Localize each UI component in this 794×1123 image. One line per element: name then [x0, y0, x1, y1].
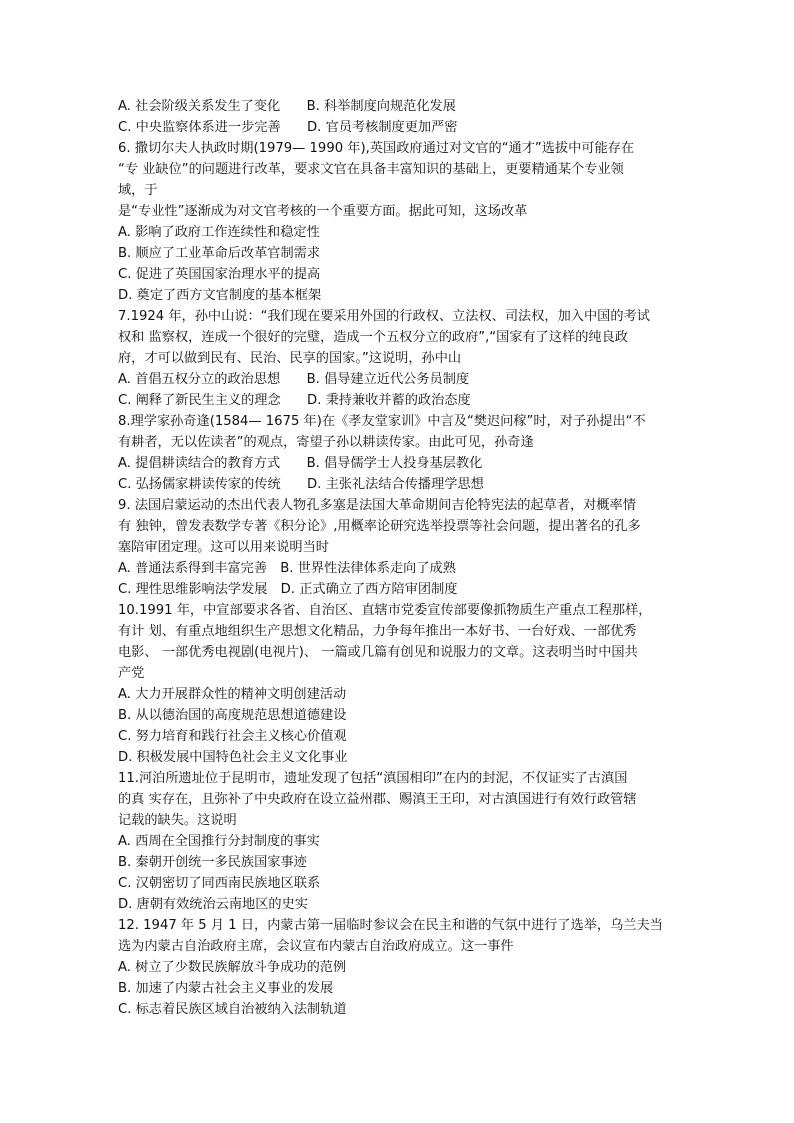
q6-option-c: C. 促进了英国国家治理水平的提高: [118, 267, 321, 282]
q8-stem-line-2: 有耕者，无以佐读者”的观点，寄望子孙以耕读传家。由此可见，孙奇逢: [118, 435, 534, 450]
q12-stem-line-2: 选为内蒙古自治政府主席，会议宣布内蒙古自治政府成立。这一事件: [118, 939, 514, 954]
q6-stem-line-2: “专 业缺位”的问题进行改革，要求文官在具备丰富知识的基础上，更要精通某个专业领: [118, 162, 624, 177]
q6-option-b: B. 顺应了工业革命后改革官制需求: [118, 246, 321, 261]
q12-stem-line-1: 12. 1947 年 5 月 1 日，内蒙古第一届临时参议会在民主和谐的气氛中进行了选举，乌兰夫当: [118, 918, 663, 933]
q10-option-c: C. 努力培育和践行社会主义核心价值观: [118, 729, 347, 744]
q8-options-cd: C. 弘扬儒家耕读传家的传统 D. 主张礼法结合传播理学思想: [118, 477, 484, 492]
q11-option-c: C. 汉朝密切了同西南民族地区联系: [118, 876, 321, 891]
q7-stem-line-3: 府，才可以做到民有、民治、民享的国家。”这说明，孙中山: [118, 351, 462, 366]
q5-options-cd: C. 中央监察体系进一步完善 D. 官员考核制度更加严密: [118, 120, 458, 135]
q6-stem-line-1: 6. 撒切尔夫人执政时期(1979— 1990 年),英国政府通过对文官的“通才”选拔中可能存在: [118, 141, 635, 156]
q7-stem-line-2: 权和 监察权，连成一个很好的完璧，造成一个五权分立的政府”,“国家有了这样的纯良政: [118, 330, 628, 345]
q9-options-cd: C. 理性思维影响法学发展 D. 正式确立了西方陪审团制度: [118, 582, 458, 597]
q12-option-c: C. 标志着民族区域自治被纳入法制轨道: [118, 1002, 347, 1017]
q5-options-ab: A. 社会阶级关系发生了变化 B. 科举制度向规范化发展: [118, 99, 456, 114]
q12-option-b: B. 加速了内蒙古社会主义事业的发展: [118, 981, 334, 996]
q10-option-a: A. 大力开展群众性的精神文明创建活动: [118, 687, 347, 702]
q7-options-cd: C. 阐释了新民生主义的理念 D. 秉持兼收并蓄的政治态度: [118, 393, 471, 408]
q10-stem-line-3: 电影、 一部优秀电视剧(电视片)、 一篇或几篇有创见和说服力的文章。这表明当时中国共: [118, 645, 638, 660]
q7-stem-line-1: 7.1924 年，孙中山说：“我们现在要采用外国的行政权、立法权、司法权，加入中国的考试: [118, 309, 650, 324]
q11-option-a: A. 西周在全国推行分封制度的事实: [118, 834, 320, 849]
q7-options-ab: A. 首倡五权分立的政治思想 B. 倡导建立近代公务员制度: [118, 372, 470, 387]
q10-stem-line-4: 产党: [118, 666, 145, 681]
q9-stem-line-2: 有 独钟，曾发表数学专著《积分论》,用概率论研究选举投票等社会问题，提出著名的孔多: [118, 519, 641, 534]
q11-stem-line-2: 的真 实存在，且弥补了中央政府在设立益州郡、赐滇王王印，对古滇国进行有效行政管辖: [118, 792, 637, 807]
q6-option-d: D. 奠定了西方文官制度的基本框架: [118, 288, 322, 303]
q9-stem-line-1: 9. 法国启蒙运动的杰出代表人物孔多塞是法国大革命期间吉伦特宪法的起草者，对概率情: [118, 498, 636, 513]
q10-option-d: D. 积极发展中国特色社会主义文化事业: [118, 750, 348, 765]
q6-stem-line-4: 是“专业性”逐渐成为对文官考核的一个重要方面。据此可知，这场改革: [118, 204, 528, 219]
q8-stem-line-1: 8.理学家孙奇逢(1584— 1675 年)在《孝友堂家训》中言及“樊迟问稼”时，对子孙提出“不: [118, 414, 646, 429]
q9-stem-line-3: 塞陪审团定理。这可以用来说明当时: [118, 540, 329, 555]
exam-page: [118, 96, 678, 1020]
q9-options-ab: A. 普通法系得到丰富完善 B. 世界性法律体系走向了成熟: [118, 561, 456, 576]
q8-options-ab: A. 提倡耕读结合的教育方式 B. 倡导儒学士人投身基层教化: [118, 456, 483, 471]
q11-stem-line-3: 记载的缺失。这说明: [118, 813, 237, 828]
q10-stem-line-1: 10.1991 年，中宣部要求各省、自治区、直辖市党委宣传部要像抓物质生产重点工程那样，: [118, 603, 652, 618]
q11-stem-line-1: 11.河泊所遗址位于昆明市，遗址发现了包括“滇国相印”在内的封泥，不仅证实了古滇国: [118, 771, 628, 786]
q11-option-d: D. 唐朝有效统治云南地区的史实: [118, 897, 308, 912]
q12-option-a: A. 树立了少数民族解放斗争成功的范例: [118, 960, 347, 975]
q6-option-a: A. 影响了政府工作连续性和稳定性: [118, 225, 320, 240]
q10-option-b: B. 从以德治国的高度规范思想道德建设: [118, 708, 347, 723]
q10-stem-line-2: 有计 划、有重点地组织生产思想文化精品，力争每年推出一本好书、一台好戏、一部优秀: [118, 624, 637, 639]
q11-option-b: B. 秦朝开创统一多民族国家事迹: [118, 855, 307, 870]
q6-stem-line-3: 域，于: [118, 183, 158, 198]
